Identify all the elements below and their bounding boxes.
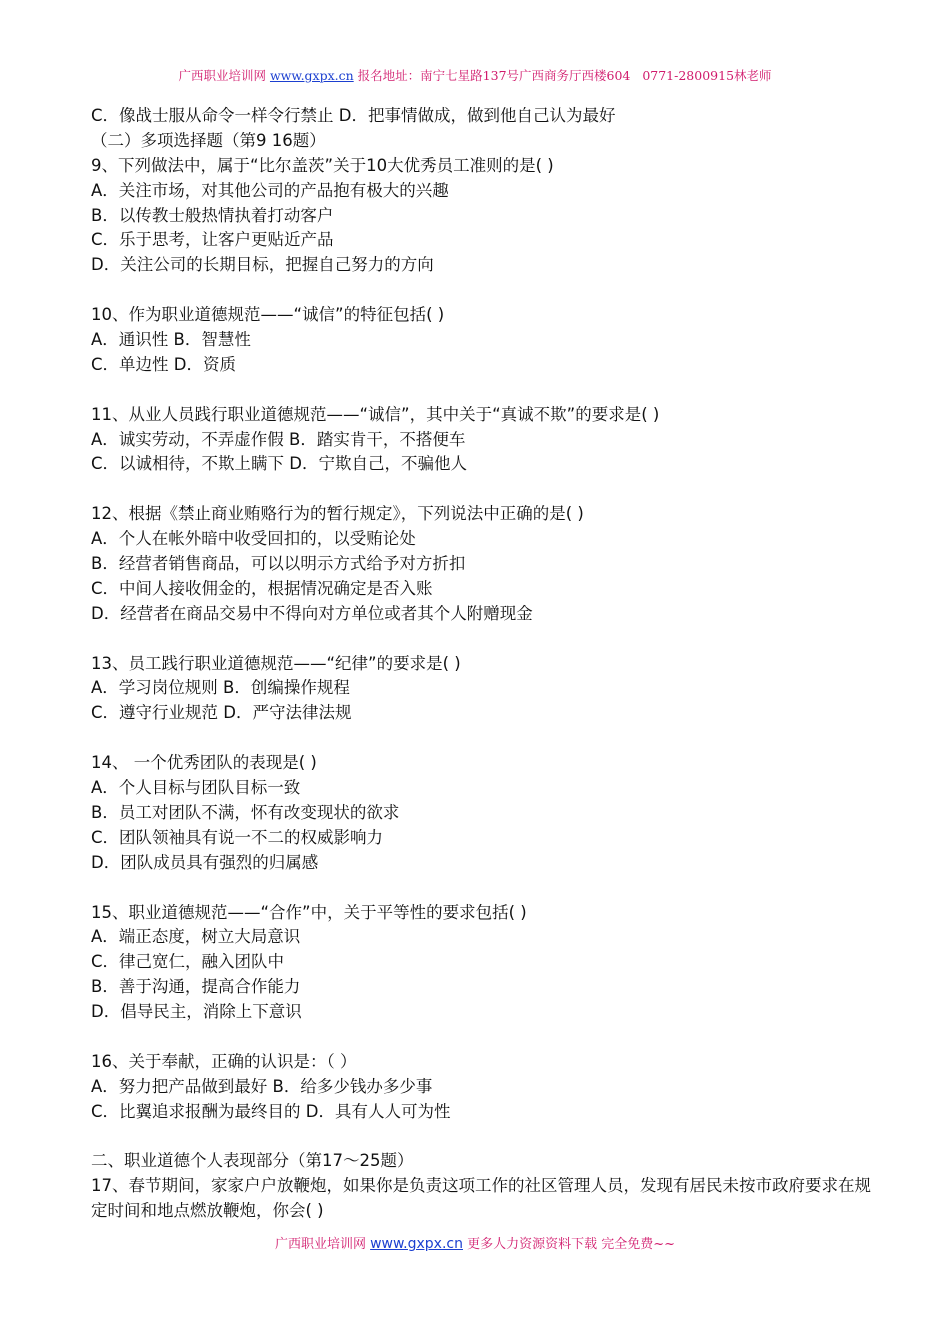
- text-line: B．以传教士般热情执着打动客户: [91, 205, 334, 225]
- header-url-link[interactable]: www.gxpx.cn: [269, 68, 354, 83]
- text-line: C．中间人接收佣金的，根据情况确定是否入账: [91, 578, 433, 598]
- header-org: 广西职业培训网: [178, 68, 266, 83]
- text-line: 10、作为职业道德规范——“诚信”的特征包括( ): [91, 305, 445, 325]
- blank-line: [91, 1025, 871, 1050]
- text-line: C．遵守行业规范 D．严守法律法规: [91, 703, 352, 723]
- text-line: C．乐于思考，让客户更贴近产品: [91, 230, 334, 250]
- text-line: 11、从业人员践行职业道德规范——“诚信”，其中关于“真诚不欺”的要求是( ): [91, 404, 660, 424]
- text-line: A．努力把产品做到最好 B．给多少钱办多少事: [91, 1076, 433, 1096]
- blank-line: [91, 627, 871, 652]
- text-line: C．比翼追求报酬为最终目的 D．具有人人可为性: [91, 1101, 451, 1121]
- text-line: 二、职业道德个人表现部分（第17～25题）: [91, 1151, 414, 1171]
- text-line: 15、职业道德规范——“合作”中，关于平等性的要求包括( ): [91, 902, 527, 922]
- blank-line: [91, 278, 871, 303]
- page-header: [0, 66, 950, 84]
- text-line: 16、关于奉献，正确的认识是：（ ）: [91, 1051, 357, 1071]
- text-line: 9、下列做法中，属于“比尔盖茨”关于10大优秀员工准则的是( ): [91, 155, 554, 175]
- footer-org: 广西职业培训网: [274, 1237, 366, 1252]
- header-phone: 0771-2800915林老师: [642, 68, 772, 83]
- text-line: C．团队领袖具有说一不二的权威影响力: [91, 827, 384, 847]
- question-17-text: 17、春节期间，家家户户放鞭炮，如果你是负责这项工作的社区管理人员，发现有居民未按市政府要求在规定时间和地点燃放鞭炮，你会( ): [91, 1176, 871, 1221]
- text-line: C．像战士服从命令一样令行禁止 D．把事情做成，做到他自己认为最好: [91, 106, 616, 125]
- text-line: C．以诚相待，不欺上瞒下 D．宁欺自己，不骗他人: [91, 454, 467, 474]
- blank-line: [91, 477, 871, 502]
- text-line: A．学习岗位规则 B．创编操作规程: [91, 678, 350, 698]
- text-line: B．善于沟通，提高合作能力: [91, 977, 301, 997]
- footer-url-link[interactable]: www.gxpx.cn: [370, 1236, 463, 1252]
- footer-tagline: 更多人力资源资料下载 完全免费~~: [467, 1237, 676, 1252]
- text-line: C．律己宽仁，融入团队中: [91, 952, 285, 972]
- text-line: D．团队成员具有强烈的归属感: [91, 852, 319, 872]
- text-line: A．通识性 B．智慧性: [91, 330, 251, 350]
- text-line: D．倡导民主，消除上下意识: [91, 1002, 302, 1022]
- text-line: D．关注公司的长期目标，把握自己努力的方向: [91, 255, 434, 275]
- text-line: A．关注市场，对其他公司的产品抱有极大的兴趣: [91, 180, 449, 200]
- text-line: 12、根据《禁止商业贿赂行为的暂行规定》，下列说法中正确的是( ): [91, 504, 584, 524]
- text-line: 13、员工践行职业道德规范——“纪律”的要求是( ): [91, 653, 461, 673]
- text-line: （二）多项选择题（第9 16题）: [91, 130, 326, 150]
- blank-line: [91, 1125, 871, 1150]
- text-line: A．个人在帐外暗中收受回扣的，以受贿论处: [91, 529, 416, 549]
- text-line: 14、 一个优秀团队的表现是( ): [91, 753, 317, 773]
- document-body: [91, 104, 871, 1224]
- blank-line: [91, 378, 871, 403]
- text-line: A．端正态度，树立大局意识: [91, 927, 301, 947]
- text-line: A．个人目标与团队目标一致: [91, 778, 301, 798]
- text-line: B．员工对团队不满，怀有改变现状的欲求: [91, 802, 400, 822]
- text-line: D．经营者在商品交易中不得向对方单位或者其个人附赠现金: [91, 603, 533, 623]
- blank-line: [91, 726, 871, 751]
- text-line: C．单边性 D．资质: [91, 354, 236, 374]
- text-line: A．诚实劳动，不弄虚作假 B．踏实肯干，不搭便车: [91, 429, 466, 449]
- text-line: B．经营者销售商品，可以以明示方式给予对方折扣: [91, 554, 466, 574]
- page-footer: [0, 1233, 950, 1252]
- blank-line: [91, 876, 871, 901]
- header-address: 报名地址：南宁七星路137号广西商务厅西楼604: [357, 68, 631, 83]
